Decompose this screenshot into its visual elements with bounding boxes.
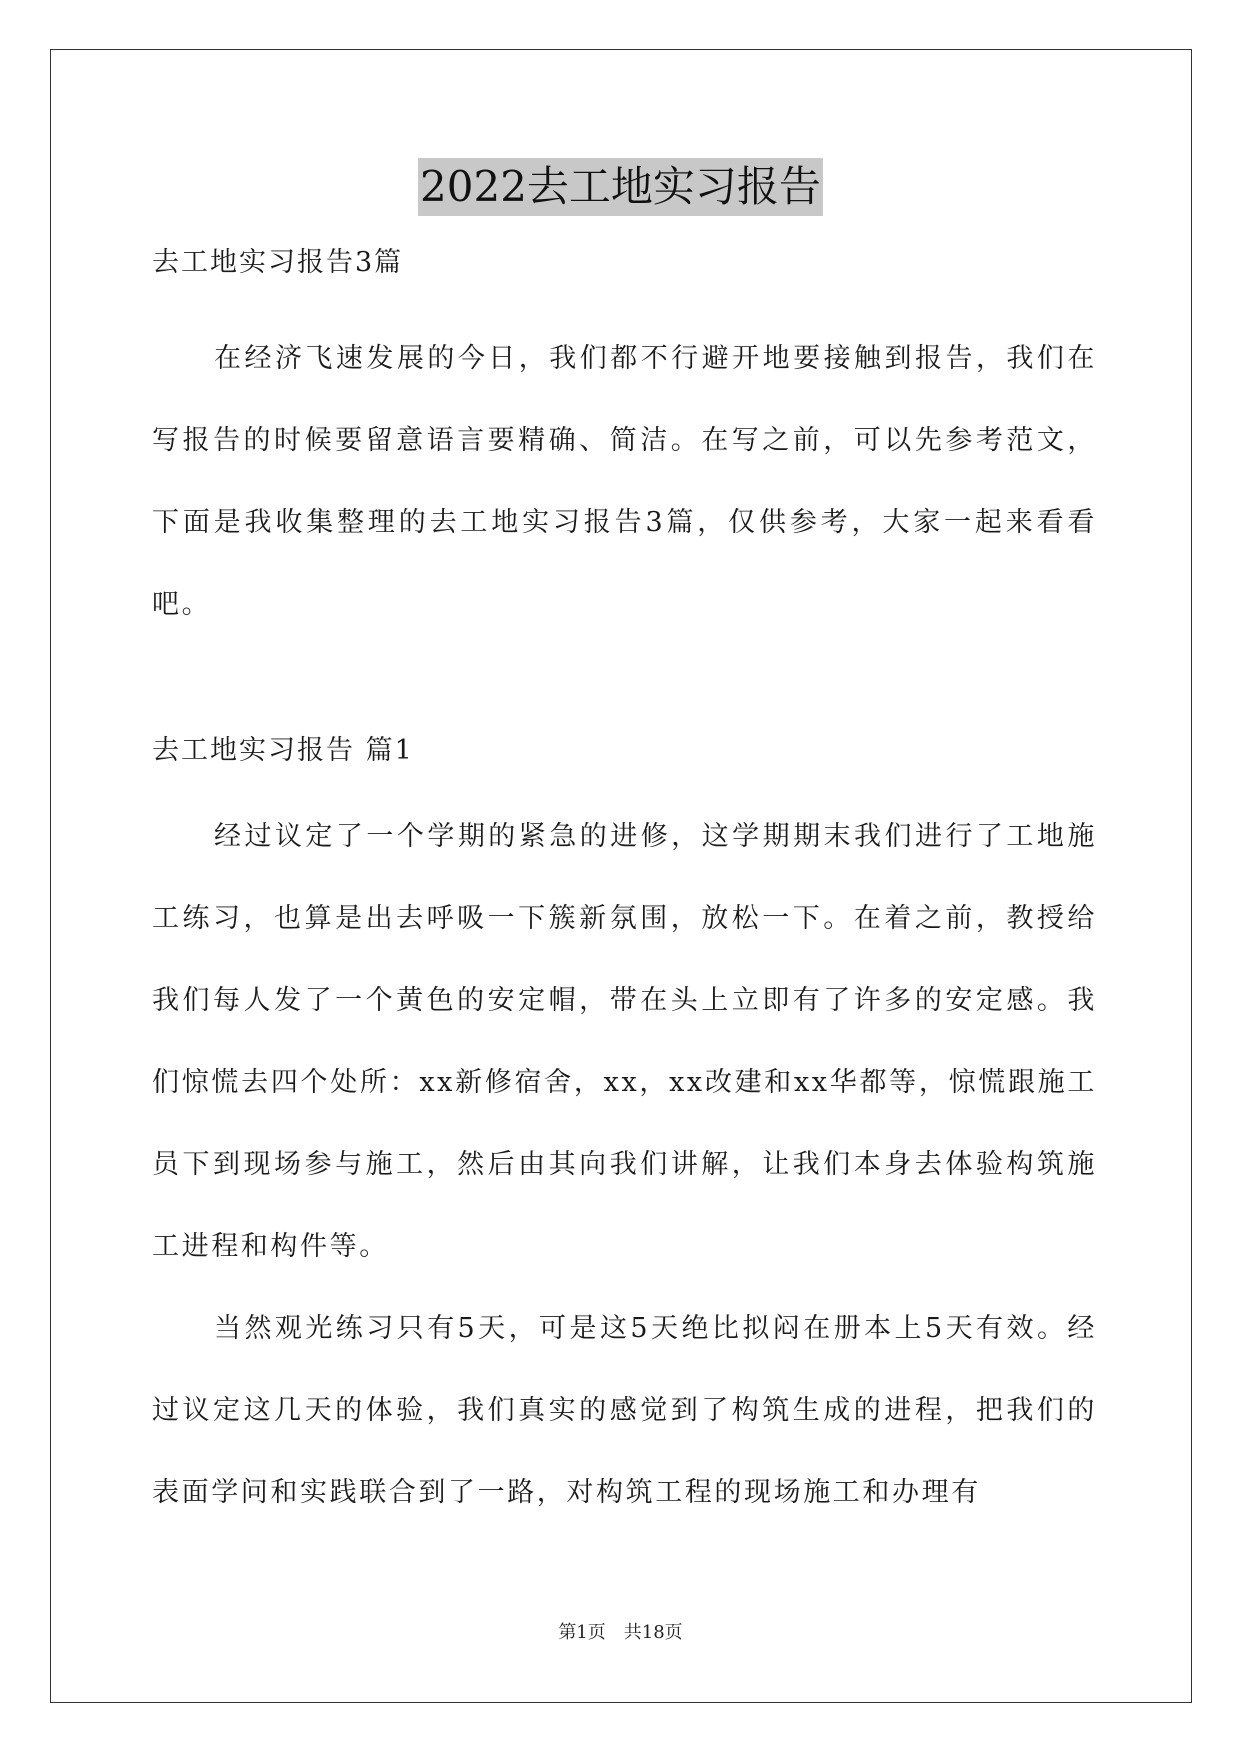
page-footer: [0, 1618, 1241, 1644]
section-paragraph: 当然观光练习只有5天，可是这5天绝比拟闷在册本上5天有效。经过议定这几天的体验，我们真实的感觉到了构筑生成的进程，把我们的表面学问和实践联合到了一路，对构筑工程的现场施工和办理有: [152, 1313, 1097, 1508]
page-number: 第1页 共18页: [558, 1622, 683, 1643]
section-heading: 去工地实习报告 篇1: [152, 735, 414, 766]
document-body: [152, 243, 1097, 1534]
section-paragraph: 经过议定了一个学期的紧急的进修，这学期期末我们进行了工地施工练习，也算是出去呼吸一下簇新氛围，放松一下。在着之前，教授给我们每人发了一个黄色的安定帽，带在头上立即有了许多的安定感。我们惊慌去四个处所：xx新修宿舍，xx，xx改建和xx华都等，惊慌跟施工员下到现场参与施工，然后由其向我们讲解，让我们本身去体验构筑施工进程和构件等。: [152, 821, 1097, 1262]
intro-paragraph: 在经济飞速发展的今日，我们都不行避开地要接触到报告，我们在写报告的时候要留意语言要精确、简洁。在写之前，可以先参考范文，下面是我收集整理的去工地实习报告3篇，仅供参考，大家一起来看看吧。: [152, 343, 1097, 620]
document-subtitle: 去工地实习报告3篇: [152, 247, 404, 278]
document-title: [0, 158, 1241, 218]
document-title-text: 2022去工地实习报告: [418, 158, 823, 216]
